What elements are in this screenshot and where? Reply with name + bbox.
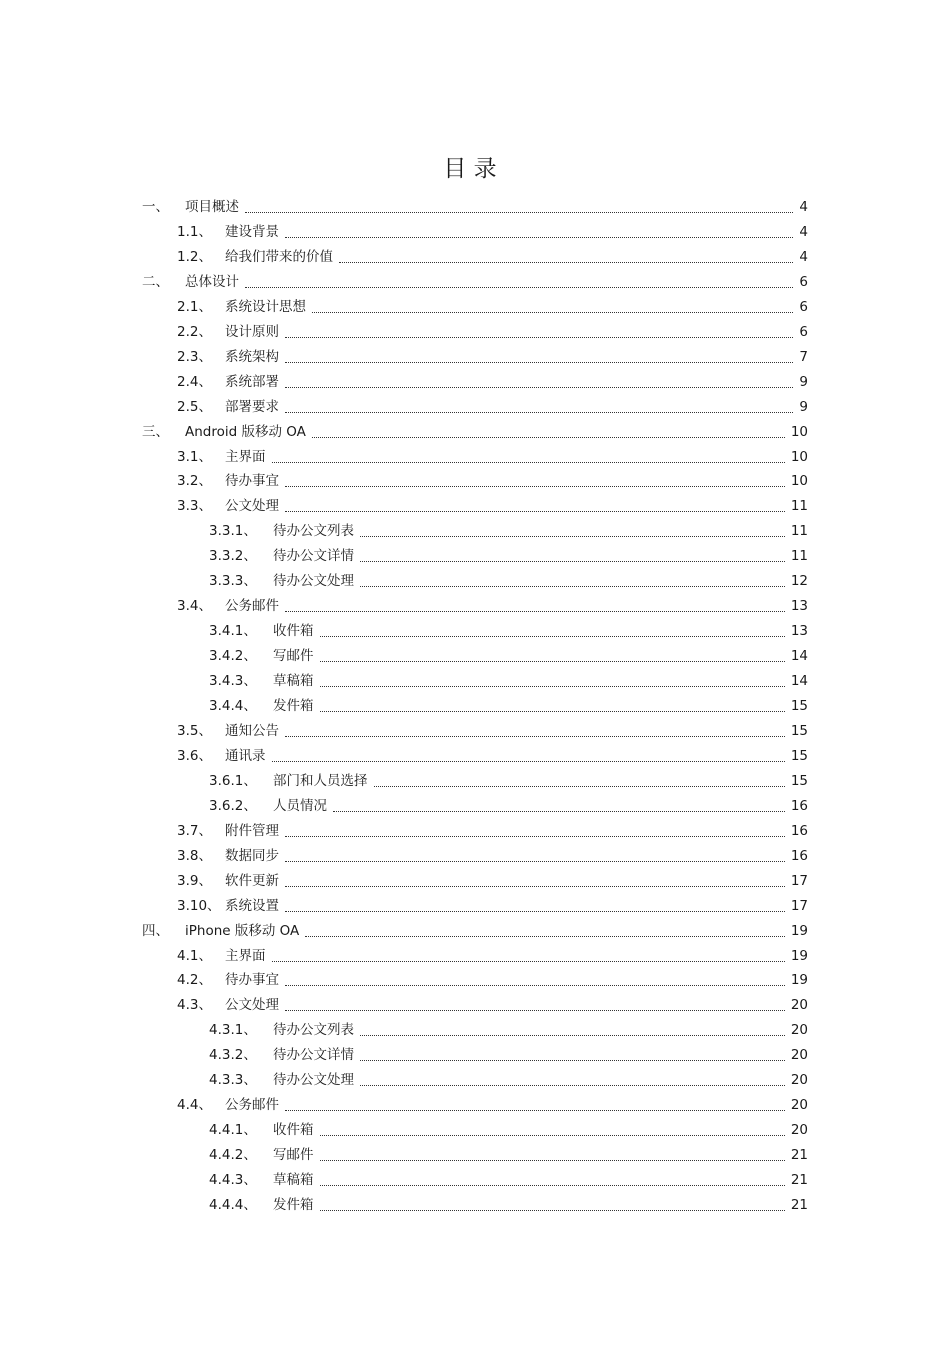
toc-entry[interactable] bbox=[177, 965, 808, 989]
toc-entry-number: 3.4.4、 bbox=[209, 698, 257, 714]
toc-entry[interactable] bbox=[209, 1065, 808, 1089]
toc-title: 目 录 bbox=[443, 156, 497, 182]
toc-entry[interactable] bbox=[177, 466, 808, 490]
toc-dot-leader bbox=[360, 536, 785, 537]
toc-entry[interactable] bbox=[177, 816, 808, 840]
toc-entry-label: 数据同步 bbox=[225, 847, 279, 864]
toc-entry-label: 收件箱 bbox=[273, 1122, 314, 1139]
toc-entry-page-number: 15 bbox=[790, 747, 808, 764]
toc-entry-number: 一、 bbox=[142, 199, 169, 215]
toc-entry[interactable] bbox=[142, 192, 808, 216]
toc-entry-number: 4.4.2、 bbox=[209, 1147, 257, 1164]
toc-entry-label: 待办事宜 bbox=[225, 972, 279, 989]
toc-entry-number: 1.1、 bbox=[177, 223, 212, 240]
toc-entry-number: 3.2、 bbox=[177, 473, 212, 490]
toc-dot-leader bbox=[320, 711, 785, 712]
toc-entry-page-number: 6 bbox=[799, 298, 808, 315]
toc-entry-number: 3.8、 bbox=[177, 847, 212, 864]
toc-entry[interactable] bbox=[209, 566, 808, 590]
toc-entry[interactable] bbox=[209, 666, 808, 690]
toc-entry-label: 公文处理 bbox=[225, 997, 279, 1014]
toc-entry-label: 通知公告 bbox=[225, 722, 279, 739]
toc-entry[interactable] bbox=[177, 990, 808, 1014]
toc-dot-leader bbox=[320, 636, 785, 637]
toc-dot-leader bbox=[285, 1110, 785, 1111]
toc-entry[interactable] bbox=[177, 741, 808, 765]
toc-dot-leader bbox=[285, 836, 785, 837]
toc-entry-label: 项目概述 bbox=[185, 199, 239, 215]
toc-entry[interactable] bbox=[177, 941, 808, 965]
toc-entry-page-number: 4 bbox=[799, 248, 808, 265]
toc-entry-label: 待办公文详情 bbox=[273, 548, 354, 565]
toc-entry-label: 总体设计 bbox=[185, 273, 239, 290]
toc-entry-page-number: 4 bbox=[799, 223, 808, 240]
toc-entry-label: 收件箱 bbox=[273, 623, 314, 640]
toc-entry[interactable] bbox=[209, 691, 808, 715]
toc-entry-number: 2.3、 bbox=[177, 348, 212, 365]
toc-dot-leader bbox=[285, 486, 785, 487]
toc-entry[interactable] bbox=[209, 1015, 808, 1039]
toc-entry[interactable] bbox=[209, 641, 808, 665]
toc-entry-label: 发件箱 bbox=[273, 698, 314, 714]
toc-entry-page-number: 20 bbox=[790, 1072, 808, 1089]
toc-entry-page-number: 16 bbox=[790, 797, 808, 814]
toc-entry-label: 设计原则 bbox=[225, 323, 279, 340]
toc-entry[interactable] bbox=[142, 916, 808, 940]
toc-dot-leader bbox=[305, 936, 785, 937]
toc-entry[interactable] bbox=[177, 591, 808, 615]
toc-entry-number: 4.3.1、 bbox=[209, 1022, 257, 1039]
toc-entry[interactable] bbox=[177, 716, 808, 740]
toc-entry[interactable] bbox=[177, 242, 808, 266]
toc-entry-page-number: 4 bbox=[799, 199, 808, 215]
toc-entry[interactable] bbox=[177, 491, 808, 515]
toc-entry-page-number: 21 bbox=[790, 1172, 808, 1189]
toc-entry-label: 系统设置 bbox=[225, 897, 279, 914]
toc-entry-number: 3.9、 bbox=[177, 872, 212, 889]
toc-entry-page-number: 19 bbox=[790, 922, 808, 939]
toc-entry-page-number: 11 bbox=[790, 523, 808, 540]
toc-entry[interactable] bbox=[177, 442, 808, 466]
toc-entry-number: 2.1、 bbox=[177, 298, 212, 315]
toc-entry-page-number: 21 bbox=[790, 1147, 808, 1164]
toc-entry-page-number: 10 bbox=[790, 473, 808, 490]
toc-entry-label: 人员情况 bbox=[273, 797, 327, 814]
toc-entry-number: 3.6.2、 bbox=[209, 797, 257, 814]
toc-entry-label: 公文处理 bbox=[225, 498, 279, 515]
toc-entry-page-number: 20 bbox=[790, 1047, 808, 1064]
toc-dot-leader bbox=[360, 1085, 785, 1086]
toc-dot-leader bbox=[360, 586, 785, 587]
toc-entry-label: 通讯录 bbox=[225, 747, 266, 764]
toc-entry-page-number: 6 bbox=[799, 273, 808, 290]
toc-entry-label: 系统架构 bbox=[225, 348, 279, 365]
toc-entry-page-number: 20 bbox=[790, 1097, 808, 1114]
toc-entry-page-number: 19 bbox=[790, 947, 808, 964]
toc-dot-leader bbox=[285, 511, 785, 512]
toc-entry-number: 3.3.3、 bbox=[209, 573, 257, 590]
toc-entry-label: iPhone 版移动 OA bbox=[185, 922, 300, 939]
toc-dot-leader bbox=[320, 1185, 785, 1186]
toc-entry-page-number: 20 bbox=[790, 997, 808, 1014]
toc-dot-leader bbox=[272, 961, 785, 962]
toc-entry-number: 3.5、 bbox=[177, 722, 212, 739]
toc-entry-label: 系统部署 bbox=[225, 373, 279, 390]
toc-entry-number: 3.6.1、 bbox=[209, 772, 257, 789]
toc-entry[interactable] bbox=[177, 292, 808, 316]
toc-entry[interactable] bbox=[177, 1090, 808, 1114]
toc-entry-page-number: 13 bbox=[790, 598, 808, 615]
toc-entry-number: 3.3、 bbox=[177, 498, 212, 515]
toc-entry-page-number: 14 bbox=[790, 673, 808, 690]
toc-entry-label: 软件更新 bbox=[225, 872, 279, 889]
toc-entry-number: 2.5、 bbox=[177, 398, 212, 415]
toc-dot-leader bbox=[285, 387, 793, 388]
toc-entry-number: 4.2、 bbox=[177, 972, 212, 989]
toc-entry-number: 3.3.2、 bbox=[209, 548, 257, 565]
toc-entry[interactable] bbox=[209, 516, 808, 540]
toc-dot-leader bbox=[360, 561, 785, 562]
toc-dot-leader bbox=[312, 437, 785, 438]
toc-entry[interactable] bbox=[209, 1115, 808, 1139]
toc-dot-leader bbox=[245, 212, 793, 213]
toc-entry[interactable] bbox=[177, 367, 808, 391]
toc-entry-number: 3.3.1、 bbox=[209, 523, 257, 540]
toc-entry-page-number: 9 bbox=[799, 398, 808, 415]
toc-entry-label: 待办公文处理 bbox=[273, 1072, 354, 1089]
toc-dot-leader bbox=[320, 1135, 785, 1136]
toc-entry-page-number: 12 bbox=[790, 573, 808, 590]
toc-entry-number: 二、 bbox=[142, 273, 169, 290]
toc-entry[interactable] bbox=[177, 891, 808, 915]
toc-dot-leader bbox=[285, 337, 793, 338]
toc-entry-label: 待办事宜 bbox=[225, 473, 279, 490]
toc-entry[interactable] bbox=[177, 866, 808, 890]
toc-entry-label: 部门和人员选择 bbox=[273, 772, 368, 789]
toc-entry[interactable] bbox=[177, 317, 808, 341]
toc-entry-label: 写邮件 bbox=[273, 1147, 314, 1164]
toc-entry-number: 2.2、 bbox=[177, 323, 212, 340]
toc-entry-page-number: 15 bbox=[790, 698, 808, 714]
toc-dot-leader bbox=[285, 237, 793, 238]
toc-entry[interactable] bbox=[177, 841, 808, 865]
toc-entry-page-number: 17 bbox=[790, 872, 808, 889]
toc-entry-number: 3.4、 bbox=[177, 598, 212, 615]
toc-entry-page-number: 10 bbox=[790, 448, 808, 465]
toc-entry-number: 4.1、 bbox=[177, 947, 212, 964]
toc-entry-page-number: 20 bbox=[790, 1122, 808, 1139]
toc-entry-label: 待办公文详情 bbox=[273, 1047, 354, 1064]
toc-entry[interactable] bbox=[209, 541, 808, 565]
toc-dot-leader bbox=[320, 1210, 785, 1211]
toc-entry-number: 3.1、 bbox=[177, 448, 212, 465]
toc-entry-page-number: 14 bbox=[790, 648, 808, 665]
toc-entry-page-number: 6 bbox=[799, 323, 808, 340]
toc-entry-number: 4.4.1、 bbox=[209, 1122, 257, 1139]
toc-entry-page-number: 10 bbox=[790, 423, 808, 440]
toc-entry-label: 待办公文列表 bbox=[273, 1022, 354, 1039]
toc-entry-page-number: 11 bbox=[790, 498, 808, 515]
toc-dot-leader bbox=[320, 1160, 785, 1161]
toc-dot-leader bbox=[285, 362, 793, 363]
toc-entry-number: 1.2、 bbox=[177, 248, 212, 265]
toc-entry-number: 4.3.2、 bbox=[209, 1047, 257, 1064]
toc-entry[interactable] bbox=[209, 766, 808, 790]
toc-entry-number: 4.4、 bbox=[177, 1097, 212, 1114]
toc-entry-label: 部署要求 bbox=[225, 398, 279, 415]
toc-entry-page-number: 15 bbox=[790, 772, 808, 789]
toc-dot-leader bbox=[333, 811, 785, 812]
toc-entry-label: 公务邮件 bbox=[225, 1097, 279, 1114]
toc-entry-label: 主界面 bbox=[225, 448, 266, 465]
toc-dot-leader bbox=[285, 412, 793, 413]
toc-entry-label: 给我们带来的价值 bbox=[225, 248, 333, 265]
toc-entry-page-number: 16 bbox=[790, 822, 808, 839]
toc-entry-label: 建设背景 bbox=[225, 223, 279, 240]
toc-dot-leader bbox=[360, 1035, 785, 1036]
toc-entry-page-number: 21 bbox=[790, 1197, 808, 1213]
toc-entry-number: 3.4.1、 bbox=[209, 623, 257, 640]
toc-entry-label: Android 版移动 OA bbox=[185, 423, 306, 440]
toc-entry-page-number: 17 bbox=[790, 897, 808, 914]
toc-entry-page-number: 7 bbox=[799, 348, 808, 365]
toc-dot-leader bbox=[339, 262, 793, 263]
toc-dot-leader bbox=[312, 312, 793, 313]
toc-entry-page-number: 19 bbox=[790, 972, 808, 989]
toc-entry-page-number: 20 bbox=[790, 1022, 808, 1039]
toc-entry-label: 系统设计思想 bbox=[225, 298, 306, 315]
toc-entry-label: 发件箱 bbox=[273, 1197, 314, 1213]
toc-entry[interactable] bbox=[209, 1190, 808, 1214]
toc-entry[interactable] bbox=[177, 392, 808, 416]
toc-dot-leader bbox=[285, 1010, 785, 1011]
toc-entry[interactable] bbox=[209, 1140, 808, 1164]
toc-entry-page-number: 9 bbox=[799, 373, 808, 390]
toc-dot-leader bbox=[320, 661, 785, 662]
toc-entry-number: 4.3.3、 bbox=[209, 1072, 257, 1089]
toc-entry-number: 4.4.4、 bbox=[209, 1197, 257, 1213]
toc-dot-leader bbox=[374, 786, 785, 787]
toc-entry-number: 3.7、 bbox=[177, 822, 212, 839]
toc-entry-page-number: 15 bbox=[790, 722, 808, 739]
toc-entry[interactable] bbox=[209, 1165, 808, 1189]
toc-entry-label: 待办公文列表 bbox=[273, 523, 354, 540]
toc-entry[interactable] bbox=[209, 616, 808, 640]
toc-dot-leader bbox=[285, 736, 785, 737]
toc-entry[interactable] bbox=[142, 267, 808, 291]
toc-entry-label: 公务邮件 bbox=[225, 598, 279, 615]
toc-entry-number: 4.4.3、 bbox=[209, 1172, 257, 1189]
toc-entry[interactable] bbox=[177, 217, 808, 241]
toc-dot-leader bbox=[245, 287, 793, 288]
toc-entry[interactable] bbox=[209, 791, 808, 815]
toc-dot-leader bbox=[285, 886, 785, 887]
toc-entry-page-number: 16 bbox=[790, 847, 808, 864]
toc-entry-number: 3.4.3、 bbox=[209, 673, 257, 690]
toc-entry-number: 3.10、 bbox=[177, 897, 221, 914]
toc-dot-leader bbox=[320, 686, 785, 687]
toc-dot-leader bbox=[272, 462, 785, 463]
toc-entry[interactable] bbox=[142, 417, 808, 441]
toc-entry-page-number: 13 bbox=[790, 623, 808, 640]
toc-entry-number: 三、 bbox=[142, 423, 169, 440]
toc-entry-label: 草稿箱 bbox=[273, 1172, 314, 1189]
toc-entry-number: 四、 bbox=[142, 922, 169, 939]
toc-dot-leader bbox=[285, 985, 785, 986]
toc-entry[interactable] bbox=[177, 342, 808, 366]
toc-dot-leader bbox=[360, 1060, 785, 1061]
toc-dot-leader bbox=[272, 761, 785, 762]
toc-entry-number: 4.3、 bbox=[177, 997, 212, 1014]
toc-entry-label: 写邮件 bbox=[273, 648, 314, 665]
toc-dot-leader bbox=[285, 611, 785, 612]
toc-dot-leader bbox=[285, 861, 785, 862]
toc-entry-label: 待办公文处理 bbox=[273, 573, 354, 590]
toc-entry-number: 2.4、 bbox=[177, 373, 212, 390]
toc-dot-leader bbox=[285, 911, 785, 912]
toc-entry-label: 草稿箱 bbox=[273, 673, 314, 690]
toc-entry-label: 主界面 bbox=[225, 947, 266, 964]
toc-entry-page-number: 11 bbox=[790, 548, 808, 565]
toc-entry[interactable] bbox=[209, 1040, 808, 1064]
toc-entry-number: 3.4.2、 bbox=[209, 648, 257, 665]
toc-entry-number: 3.6、 bbox=[177, 747, 212, 764]
toc-entry-label: 附件管理 bbox=[225, 822, 279, 839]
